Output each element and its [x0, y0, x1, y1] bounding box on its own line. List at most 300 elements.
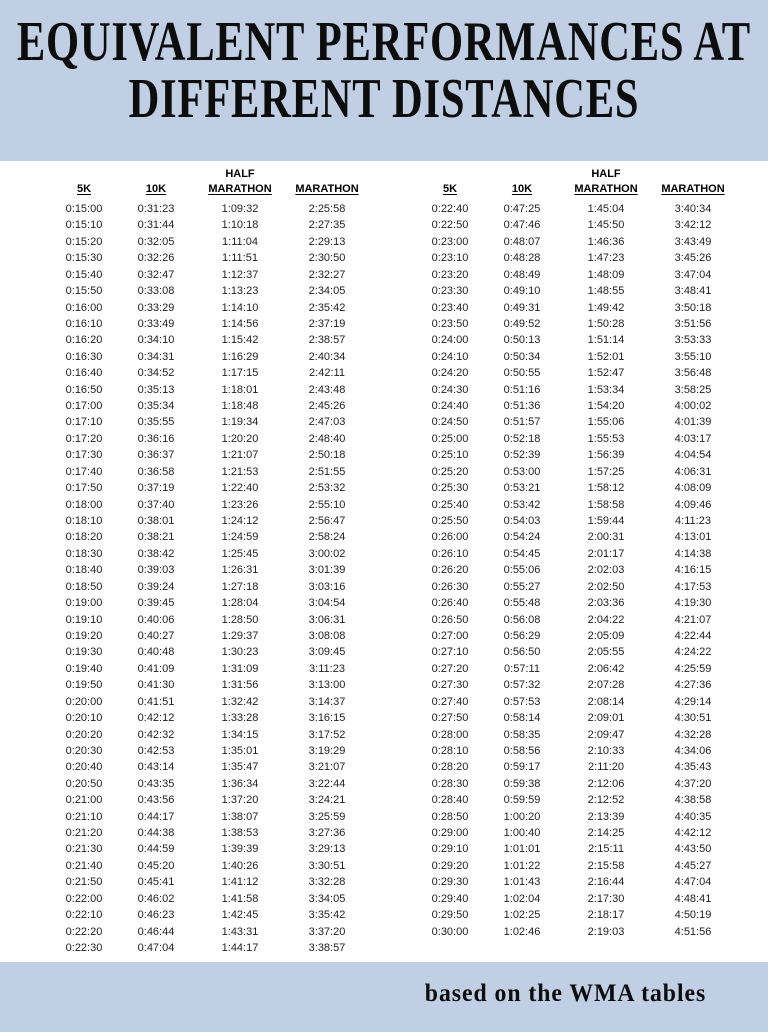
- table-row: [50, 480, 368, 496]
- time-cell: 1:37:20: [221, 794, 259, 807]
- table-row: [50, 349, 368, 365]
- time-cell: 1:19:34: [221, 416, 259, 429]
- header-spacer: [416, 167, 484, 181]
- time-cell: 0:25:50: [431, 515, 469, 528]
- time-cell: 0:23:40: [431, 301, 469, 314]
- time-cell: 0:25:10: [431, 449, 469, 462]
- time-cell: 1:52:47: [587, 367, 625, 380]
- time-cell: 3:38:57: [308, 941, 346, 954]
- time-cell: 1:16:29: [221, 350, 259, 363]
- time-cell: 1:01:01: [503, 843, 541, 856]
- time-cell: 0:22:00: [65, 892, 103, 905]
- time-cell: 2:53:32: [308, 482, 346, 495]
- time-cell: 4:16:15: [674, 564, 712, 577]
- time-cell: 0:15:20: [65, 235, 103, 248]
- time-cell: 0:47:04: [137, 941, 175, 954]
- time-cell: 3:48:41: [674, 285, 712, 298]
- table-body-left: [50, 201, 368, 956]
- time-cell: 0:49:10: [503, 285, 541, 298]
- time-cell: 0:19:30: [65, 646, 103, 659]
- time-cell: 1:35:47: [221, 761, 259, 774]
- time-cell: 2:14:25: [587, 827, 625, 840]
- time-cell: 1:55:53: [587, 432, 625, 445]
- time-cell: 1:56:39: [587, 449, 625, 462]
- time-cell: 1:11:51: [222, 252, 258, 265]
- table-row: [416, 267, 734, 283]
- time-cell: 0:36:37: [137, 449, 175, 462]
- time-cell: 0:48:28: [503, 252, 541, 265]
- time-cell: 2:15:11: [588, 843, 624, 856]
- time-cell: 0:37:19: [137, 482, 175, 495]
- header-spacer: [484, 167, 560, 181]
- time-cell: 2:16:44: [587, 876, 625, 889]
- time-cell: 0:22:20: [65, 925, 103, 938]
- table-row: [416, 414, 734, 430]
- time-cell: 1:18:48: [221, 400, 259, 413]
- time-cell: 0:55:48: [503, 597, 541, 610]
- time-cell: 0:27:20: [431, 662, 469, 675]
- time-cell: 4:11:23: [675, 515, 711, 528]
- time-cell: 3:42:12: [674, 219, 712, 232]
- time-cell: 1:10:18: [221, 219, 259, 232]
- time-cell: 4:06:31: [674, 465, 712, 478]
- time-cell: 3:32:28: [308, 876, 346, 889]
- time-cell: 0:43:14: [137, 761, 175, 774]
- header-half-marathon: MARATHON: [574, 183, 638, 195]
- time-cell: 0:39:45: [137, 597, 175, 610]
- time-cell: 4:21:07: [674, 613, 712, 626]
- time-cell: 0:24:40: [431, 400, 469, 413]
- table-row: [416, 677, 734, 693]
- time-cell: 1:52:01: [587, 350, 625, 363]
- time-cell: 0:41:30: [137, 679, 175, 692]
- table-row: [416, 431, 734, 447]
- time-cell: 0:42:53: [137, 744, 175, 757]
- time-cell: 0:32:26: [137, 252, 175, 265]
- time-cell: 0:50:13: [503, 334, 541, 347]
- time-cell: 2:11:20: [588, 761, 624, 774]
- time-cell: 1:23:26: [221, 498, 259, 511]
- time-cell: 0:52:18: [503, 432, 541, 445]
- time-cell: 1:46:36: [587, 235, 625, 248]
- time-cell: 0:58:14: [503, 712, 541, 725]
- time-cell: 0:28:10: [431, 744, 469, 757]
- time-cell: 3:29:13: [308, 843, 346, 856]
- time-cell: 0:28:30: [431, 777, 469, 790]
- time-cell: 0:46:02: [137, 892, 175, 905]
- time-cell: 1:00:40: [503, 827, 541, 840]
- time-cell: 2:10:33: [587, 744, 625, 757]
- page-title-line1: EQUIVALENT PERFORMANCES AT: [17, 11, 751, 73]
- time-cell: 4:50:19: [674, 909, 712, 922]
- time-cell: 1:01:22: [503, 859, 541, 872]
- time-cell: 2:18:17: [587, 909, 625, 922]
- time-cell: 1:33:28: [221, 712, 259, 725]
- time-cell: 4:43:50: [674, 843, 712, 856]
- time-cell: 1:50:28: [587, 317, 625, 330]
- time-cell: 3:04:54: [308, 597, 346, 610]
- table-row: [416, 841, 734, 857]
- time-cell: 0:31:23: [137, 203, 175, 215]
- table-row: [50, 447, 368, 463]
- time-cell: 4:24:22: [674, 646, 712, 659]
- time-cell: 0:53:00: [503, 465, 541, 478]
- table-row: [416, 234, 734, 250]
- time-cell: 0:36:16: [137, 432, 175, 445]
- time-cell: 0:23:20: [431, 268, 469, 281]
- time-cell: 0:20:00: [65, 695, 103, 708]
- table-body-right: [416, 201, 734, 940]
- time-cell: 4:19:30: [674, 597, 712, 610]
- header-spacer: [652, 167, 734, 181]
- time-cell: 1:30:23: [221, 646, 259, 659]
- time-cell: 3:43:49: [674, 235, 712, 248]
- table-row: [416, 464, 734, 480]
- time-cell: 1:34:15: [221, 728, 259, 741]
- time-cell: 0:18:10: [65, 515, 103, 528]
- time-cell: 1:29:37: [221, 629, 259, 642]
- time-cell: 0:50:55: [503, 367, 541, 380]
- time-cell: 2:40:34: [308, 350, 346, 363]
- time-cell: 0:16:00: [65, 301, 103, 314]
- time-cell: 4:14:38: [674, 547, 712, 560]
- time-cell: 0:16:10: [65, 317, 103, 330]
- table-row: [416, 562, 734, 578]
- time-cell: 3:21:07: [308, 761, 346, 774]
- time-cell: 0:17:40: [65, 465, 103, 478]
- table-row: [50, 431, 368, 447]
- time-cell: 0:31:44: [137, 219, 175, 232]
- time-cell: 2:02:50: [587, 580, 625, 593]
- table-row: [416, 300, 734, 316]
- time-cell: 2:45:26: [308, 400, 346, 413]
- table-row: [416, 694, 734, 710]
- time-cell: 1:58:58: [587, 498, 625, 511]
- table-row: [416, 809, 734, 825]
- time-cell: 0:19:00: [65, 597, 103, 610]
- time-cell: 0:24:20: [431, 367, 469, 380]
- time-cell: 2:19:03: [587, 925, 625, 938]
- time-cell: 2:12:06: [587, 777, 625, 790]
- time-cell: 0:52:39: [503, 449, 541, 462]
- time-cell: 0:26:30: [431, 580, 469, 593]
- time-cell: 0:18:40: [65, 564, 103, 577]
- time-cell: 0:21:40: [65, 859, 103, 872]
- time-cell: 1:59:44: [587, 515, 625, 528]
- time-cell: 0:59:38: [503, 777, 541, 790]
- time-cell: 1:22:40: [221, 482, 259, 495]
- header-band: [0, 0, 768, 161]
- time-cell: 0:47:25: [503, 203, 541, 215]
- time-cell: 4:38:58: [674, 794, 712, 807]
- time-cell: 0:20:50: [65, 777, 103, 790]
- time-cell: 1:02:46: [503, 925, 541, 938]
- time-cell: 1:41:12: [221, 876, 259, 889]
- time-cell: 0:33:08: [137, 285, 175, 298]
- time-cell: 4:30:51: [674, 712, 712, 725]
- time-cell: 0:34:31: [137, 350, 175, 363]
- time-cell: 3:55:10: [674, 350, 712, 363]
- time-cell: 0:49:52: [503, 317, 541, 330]
- table-row: [416, 907, 734, 923]
- time-cell: 0:38:42: [137, 547, 175, 560]
- time-cell: 0:20:10: [65, 712, 103, 725]
- time-cell: 1:21:07: [221, 449, 259, 462]
- time-cell: 2:09:01: [587, 712, 625, 725]
- time-cell: 0:43:56: [137, 794, 175, 807]
- table-row: [416, 628, 734, 644]
- time-cell: 4:40:35: [674, 810, 712, 823]
- time-cell: 1:43:31: [221, 925, 259, 938]
- time-cell: 0:25:40: [431, 498, 469, 511]
- time-cell: 2:30:50: [308, 252, 346, 265]
- time-cell: 4:34:06: [674, 744, 712, 757]
- time-cell: 1:15:42: [221, 334, 259, 347]
- time-cell: 1:38:07: [221, 810, 259, 823]
- time-cell: 3:27:36: [308, 827, 346, 840]
- time-cell: 1:14:10: [221, 301, 259, 314]
- time-cell: 0:19:40: [65, 662, 103, 675]
- time-cell: 2:55:10: [308, 498, 346, 511]
- table-row: [50, 398, 368, 414]
- table-row: [416, 349, 734, 365]
- time-cell: 3:06:31: [308, 613, 346, 626]
- time-cell: 1:49:42: [587, 301, 625, 314]
- table-row: [50, 382, 368, 398]
- time-cell: 0:26:50: [431, 613, 469, 626]
- time-cell: 1:26:31: [221, 564, 259, 577]
- time-cell: 1:28:50: [221, 613, 259, 626]
- time-cell: 0:41:09: [137, 662, 175, 675]
- table-row: [416, 332, 734, 348]
- time-cell: 0:27:10: [431, 646, 469, 659]
- time-cell: 0:24:50: [431, 416, 469, 429]
- time-cell: 1:14:56: [221, 317, 259, 330]
- table-row: [416, 283, 734, 299]
- time-cell: 1:00:20: [503, 810, 541, 823]
- time-cell: 0:45:20: [137, 859, 175, 872]
- time-cell: 0:24:30: [431, 383, 469, 396]
- time-cell: 0:55:06: [503, 564, 541, 577]
- table-row: [50, 332, 368, 348]
- time-cell: 0:21:00: [65, 794, 103, 807]
- time-cell: 2:51:55: [308, 465, 346, 478]
- table-row: [50, 743, 368, 759]
- time-cell: 0:57:11: [504, 662, 540, 675]
- time-cell: 4:29:14: [674, 695, 712, 708]
- time-cell: 4:42:12: [674, 827, 712, 840]
- table-row: [50, 414, 368, 430]
- table-row: [50, 940, 368, 956]
- time-cell: 1:51:14: [587, 334, 625, 347]
- time-cell: 0:17:50: [65, 482, 103, 495]
- table-row: [416, 776, 734, 792]
- time-cell: 1:24:59: [221, 531, 259, 544]
- time-cell: 2:03:36: [587, 597, 625, 610]
- time-cell: 3:35:42: [308, 909, 346, 922]
- table-row: [416, 710, 734, 726]
- table-row: [50, 579, 368, 595]
- time-cell: 0:17:10: [65, 416, 103, 429]
- time-cell: 2:42:11: [309, 367, 345, 380]
- time-cell: 0:26:00: [431, 531, 469, 544]
- time-cell: 3:37:20: [308, 925, 346, 938]
- time-cell: 1:55:06: [587, 416, 625, 429]
- time-cell: 0:55:27: [503, 580, 541, 593]
- table-row: [50, 759, 368, 775]
- time-cell: 2:32:27: [308, 268, 346, 281]
- time-cell: 0:44:17: [137, 810, 175, 823]
- table-row: [416, 316, 734, 332]
- time-cell: 0:16:30: [65, 350, 103, 363]
- time-cell: 4:22:44: [674, 629, 712, 642]
- table-row: [50, 267, 368, 283]
- time-cell: 0:18:30: [65, 547, 103, 560]
- time-cell: 0:15:00: [65, 203, 103, 215]
- time-cell: 4:45:27: [674, 859, 712, 872]
- time-cell: 1:25:45: [221, 547, 259, 560]
- time-cell: 0:17:20: [65, 432, 103, 445]
- table-row: [50, 809, 368, 825]
- table-row: [50, 365, 368, 381]
- time-cell: 4:04:54: [674, 449, 712, 462]
- table-row: [416, 759, 734, 775]
- time-cell: 0:15:50: [65, 285, 103, 298]
- table-row: [416, 382, 734, 398]
- table-row: [50, 513, 368, 529]
- table-row: [50, 841, 368, 857]
- time-cell: 2:37:19: [308, 317, 346, 330]
- time-cell: 4:09:46: [674, 498, 712, 511]
- table-row: [50, 546, 368, 562]
- time-cell: 1:20:20: [221, 432, 259, 445]
- time-cell: 0:28:50: [431, 810, 469, 823]
- time-cell: 0:29:40: [431, 892, 469, 905]
- time-cell: 0:44:59: [137, 843, 175, 856]
- time-cell: 3:16:15: [308, 712, 346, 725]
- header-5k: 5K: [442, 183, 458, 195]
- time-cell: 2:17:30: [587, 892, 625, 905]
- time-cell: 0:56:29: [503, 629, 541, 642]
- footer-band: [0, 962, 768, 1032]
- time-cell: 0:40:06: [137, 613, 175, 626]
- table-row: [50, 924, 368, 940]
- time-cell: 0:18:00: [65, 498, 103, 511]
- time-cell: 0:59:17: [503, 761, 541, 774]
- time-cell: 1:02:04: [503, 892, 541, 905]
- time-cell: 0:48:49: [503, 268, 541, 281]
- table-row: [50, 612, 368, 628]
- time-cell: 3:53:33: [674, 334, 712, 347]
- time-cell: 1:42:45: [221, 909, 259, 922]
- time-cell: 2:05:09: [587, 629, 625, 642]
- time-cell: 3:09:45: [308, 646, 346, 659]
- table-row: [50, 677, 368, 693]
- time-cell: 2:50:18: [308, 449, 346, 462]
- time-cell: 3:30:51: [308, 859, 346, 872]
- time-cell: 1:53:34: [587, 383, 625, 396]
- time-cell: 3:47:04: [674, 268, 712, 281]
- time-cell: 0:25:30: [431, 482, 469, 495]
- time-cell: 2:56:47: [308, 515, 346, 528]
- time-cell: 0:51:36: [503, 400, 541, 413]
- time-cell: 0:25:00: [431, 432, 469, 445]
- time-cell: 0:16:50: [65, 383, 103, 396]
- time-cell: 3:50:18: [674, 301, 712, 314]
- time-cell: 0:28:40: [431, 794, 469, 807]
- time-cell: 1:09:32: [221, 203, 259, 215]
- time-cell: 0:15:40: [65, 268, 103, 281]
- time-cell: 0:27:00: [431, 629, 469, 642]
- table-row: [50, 792, 368, 808]
- time-cell: 1:31:56: [221, 679, 259, 692]
- table-row: [416, 727, 734, 743]
- header-spacer: [118, 167, 194, 181]
- time-cell: 0:20:20: [65, 728, 103, 741]
- header-5k: 5K: [76, 183, 92, 195]
- header-half-top: HALF: [591, 168, 621, 180]
- time-cell: 0:22:40: [431, 203, 469, 215]
- time-cell: 1:31:09: [221, 662, 259, 675]
- table-row: [416, 612, 734, 628]
- time-cell: 2:43:48: [308, 383, 346, 396]
- time-cell: 3:08:08: [308, 629, 346, 642]
- table-row: [50, 250, 368, 266]
- time-cell: 3:17:52: [308, 728, 346, 741]
- time-cell: 2:25:58: [308, 203, 346, 215]
- table-row: [50, 644, 368, 660]
- time-cell: 0:28:20: [431, 761, 469, 774]
- table-row: [50, 595, 368, 611]
- table-row: [50, 776, 368, 792]
- time-cell: 2:02:03: [587, 564, 625, 577]
- time-cell: 3:45:26: [674, 252, 712, 265]
- time-cell: 0:19:50: [65, 679, 103, 692]
- time-cell: 0:49:31: [503, 301, 541, 314]
- time-cell: 1:48:55: [587, 285, 625, 298]
- table-row: [416, 858, 734, 874]
- time-cell: 0:20:30: [65, 744, 103, 757]
- time-cell: 3:00:02: [308, 547, 346, 560]
- time-cell: 0:18:20: [65, 531, 103, 544]
- table-row: [50, 825, 368, 841]
- table-row: [50, 710, 368, 726]
- time-cell: 0:23:50: [431, 317, 469, 330]
- time-cell: 3:51:56: [674, 317, 712, 330]
- footer-attribution: based on the WMA tables: [424, 980, 706, 1007]
- time-cell: 4:08:09: [674, 482, 712, 495]
- time-cell: 0:48:07: [503, 235, 541, 248]
- time-cell: 0:36:58: [137, 465, 175, 478]
- time-cell: 0:22:50: [431, 219, 469, 232]
- time-cell: 2:35:42: [308, 301, 346, 314]
- time-cell: 3:03:16: [308, 580, 346, 593]
- time-cell: 0:25:20: [431, 465, 469, 478]
- time-cell: 0:29:10: [431, 843, 469, 856]
- table-header-row: [50, 181, 368, 201]
- time-cell: 1:41:58: [221, 892, 259, 905]
- time-cell: 4:03:17: [674, 432, 712, 445]
- time-cell: 0:35:55: [137, 416, 175, 429]
- time-cell: 4:25:59: [674, 662, 712, 675]
- table-header: [50, 167, 368, 201]
- time-cell: 4:51:56: [674, 925, 712, 938]
- table-row: [50, 891, 368, 907]
- time-cell: 0:22:10: [65, 909, 103, 922]
- time-cell: 2:01:17: [587, 547, 625, 560]
- table-row: [50, 464, 368, 480]
- header-spacer: [286, 167, 368, 181]
